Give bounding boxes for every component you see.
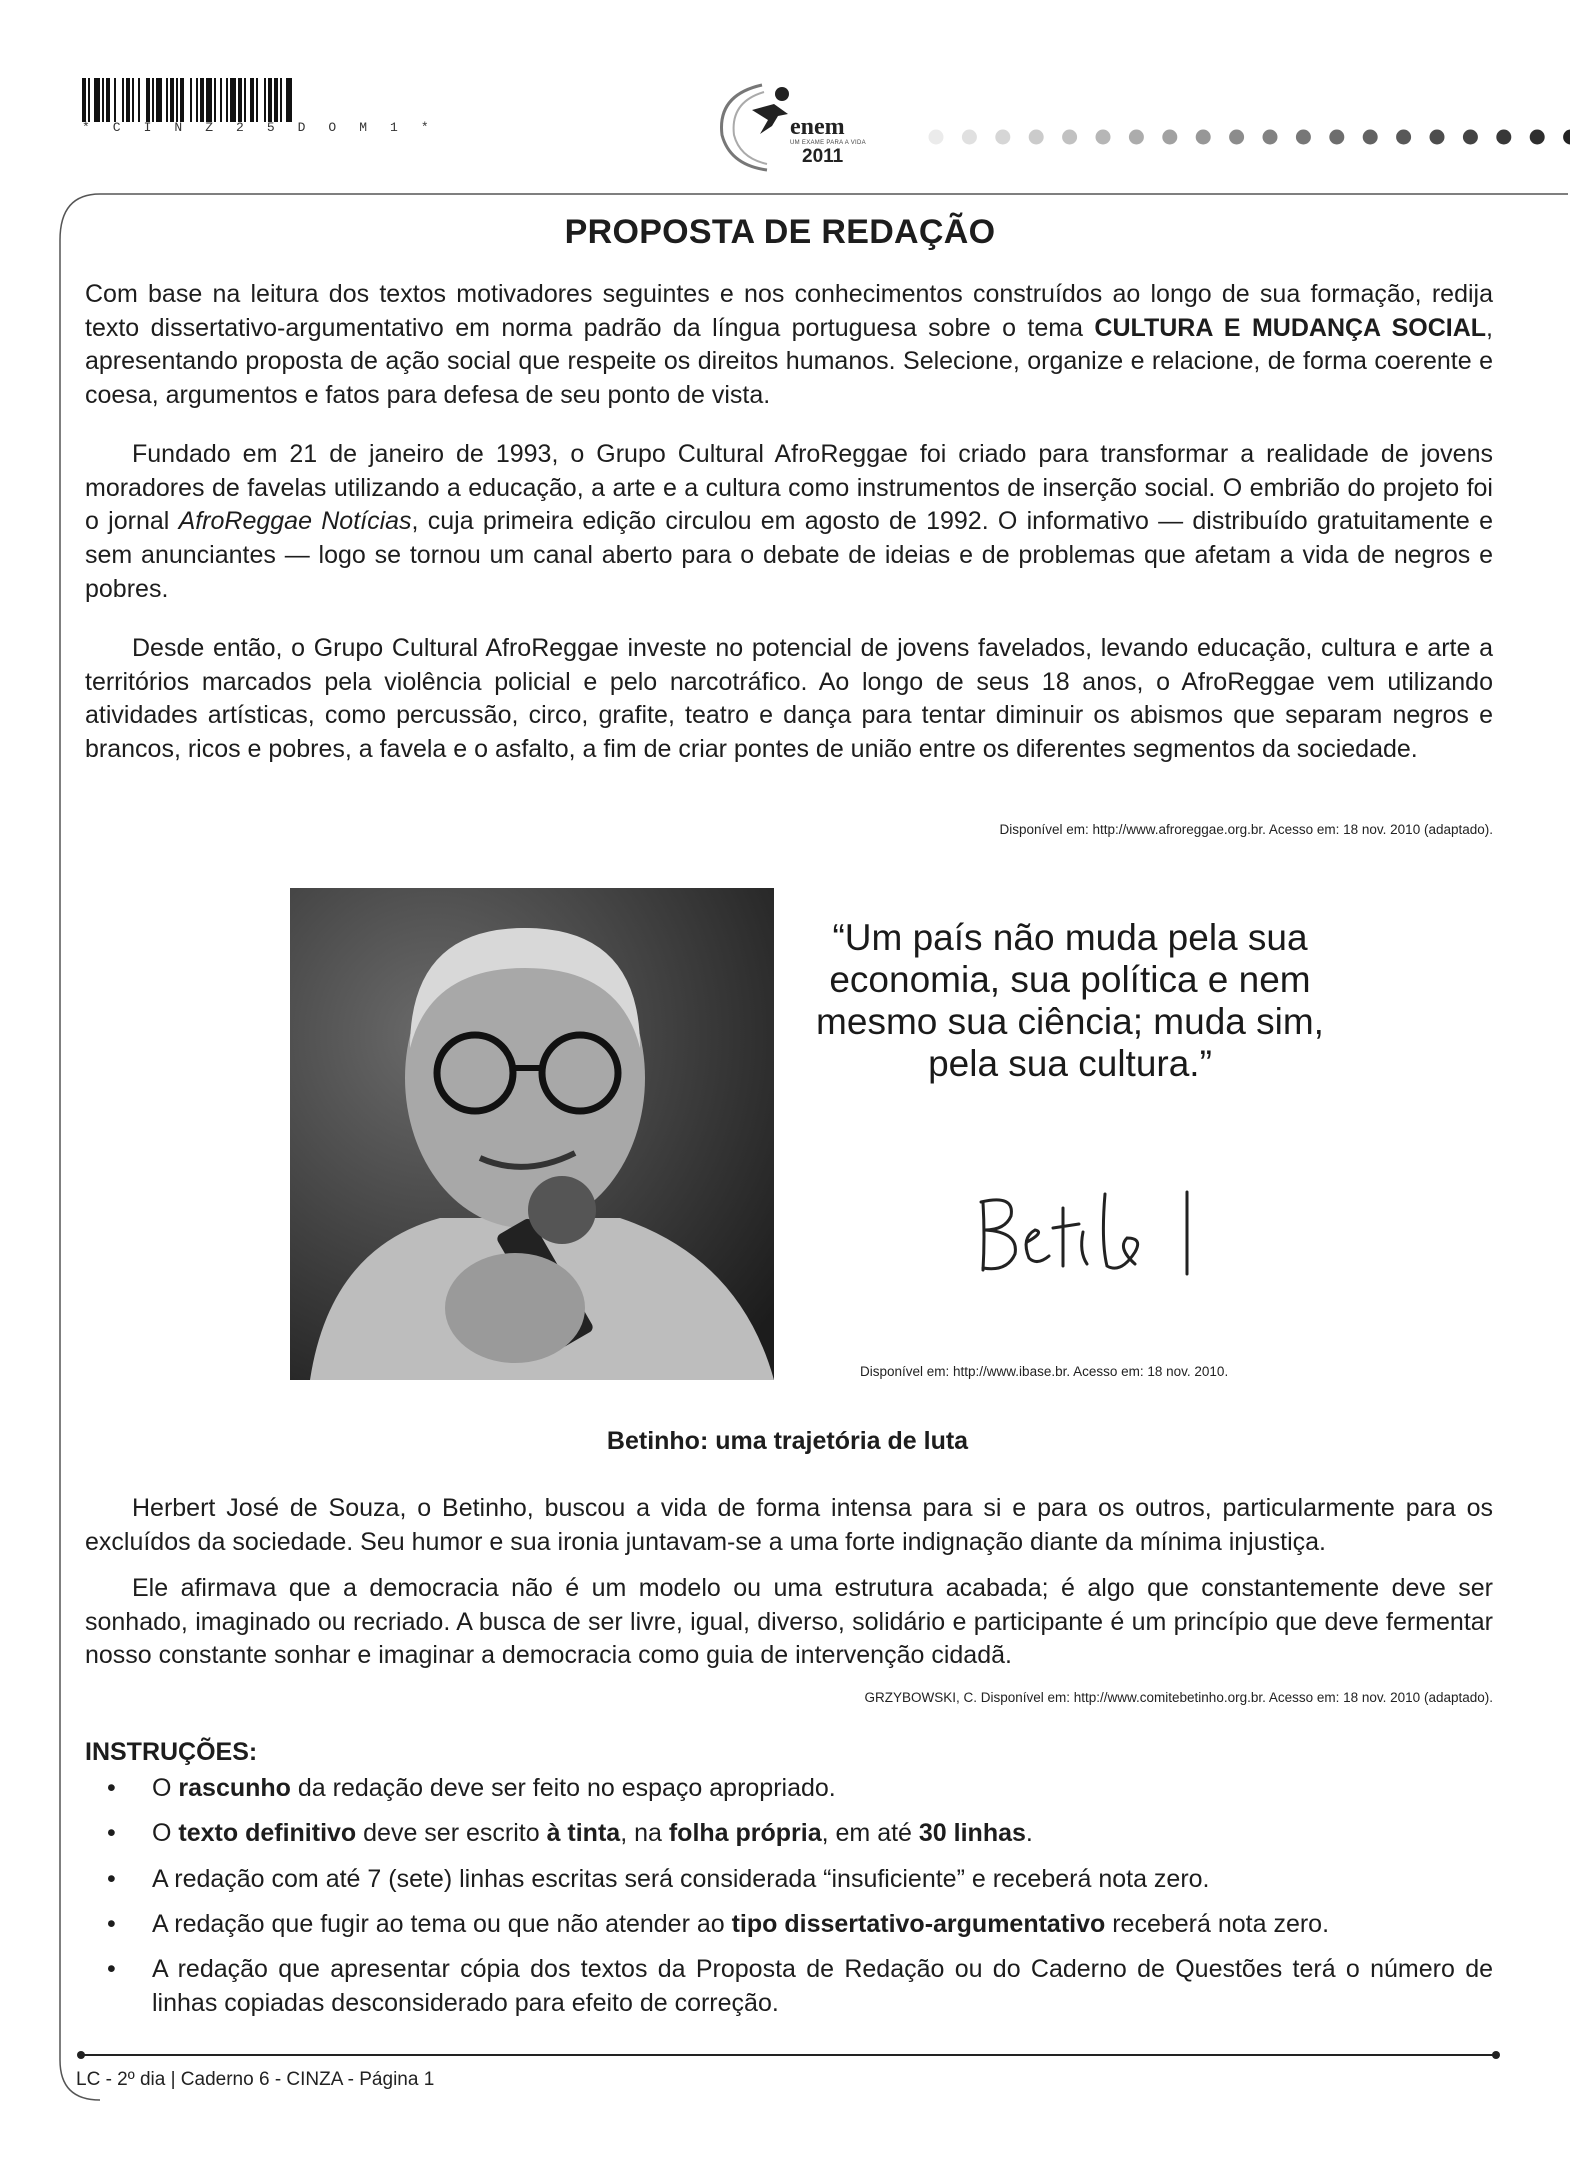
decorative-dot <box>929 130 944 145</box>
barcode <box>82 78 402 122</box>
section-subtitle: Betinho: uma trajetória de luta <box>606 1427 969 1455</box>
decorative-dot <box>995 130 1010 145</box>
decorative-dot <box>962 130 977 145</box>
decorative-dot <box>1162 130 1177 145</box>
decorative-dot <box>1296 130 1311 145</box>
betinho-quote <box>790 917 1350 1085</box>
instruction-item: • O texto definitivo deve ser escrito à tinta, na folha própria, em até 30 linhas. <box>85 1817 1493 1851</box>
decorative-dot <box>1430 130 1445 145</box>
page-footer: LC - 2º dia | Caderno 6 - CINZA - Página 1 <box>76 2069 435 2090</box>
barcode-text: * C I N Z 2 5 D O M 1 * <box>82 120 437 135</box>
decorative-dot <box>1530 130 1545 145</box>
logo-wordmark: enem <box>790 114 845 140</box>
source-afroreggae: Disponível em: http://www.afroreggae.org.br. Acesso em: 18 nov. 2010 (adaptado). <box>999 822 1493 837</box>
decorative-dot <box>1263 130 1278 145</box>
instruction-item: • A redação que fugir ao tema ou que não atender ao tipo dissertativo-argumentativo receberá nota zero. <box>85 1908 1493 1942</box>
source-comitebetinho: GRZYBOWSKI, C. Disponível em: http://www.comitebetinho.org.br. Acesso em: 18 nov. 2010 (adaptado). <box>864 1690 1493 1705</box>
quote-line: mesmo sua ciência; muda sim, <box>816 1001 1324 1042</box>
betinho-paragraph-2: Ele afirmava que a democracia não é um modelo ou uma estrutura acabada; é algo que constantemente deve ser sonhado, imaginado ou recriado. A busca de ser livre, igual, diverso, solidário e participante é um princípio que deve fermentar nosso constante sonhar e imaginar a democracia como guia de intervenção cidadã. <box>85 1574 1493 1670</box>
betinho-signature <box>975 1182 1205 1278</box>
footer-divider <box>76 2050 1501 2060</box>
instruction-item: • A redação com até 7 (sete) linhas escritas será considerada “insuficiente” e receberá nota zero. <box>85 1863 1493 1897</box>
quote-line: “Um país não muda pela sua <box>832 917 1308 958</box>
decorative-dot <box>1363 130 1378 145</box>
decorative-dot <box>1029 130 1044 145</box>
intro-paragraph: Com base na leitura dos textos motivadores seguintes e nos conhecimentos construídos ao longo de sua formação, redija texto dissertativo-argumentativo em norma padrão da língua portuguesa sobre o tema CULTURA E MUDANÇA SOCIAL, apresentando proposta de ação social que respeite os direitos humanos. Selecione, organize e relacione, de forma coerente e coesa, argumentos e fatos para defesa de seu ponto de vista. <box>85 280 1493 410</box>
afroreggae-paragraph-2: Desde então, o Grupo Cultural AfroReggae investe no potencial de jovens favelados, levando educação, cultura e arte a territórios marcados pela violência policial e pelo narcotráfico. Ao longo de seus 18 anos, o AfroReggae vem utilizando atividades artísticas, como percussão, circo, grafite, teatro e dança para tentar diminuir os abismos que separam negros e brancos, ricos e pobres, a favela e o asfalto, a fim de criar pontes de união entre os diferentes segmentos da sociedade. <box>85 634 1493 764</box>
bullet-icon: • <box>107 1909 116 1938</box>
decorative-dot <box>1463 130 1478 145</box>
logo-year: 2011 <box>802 146 844 167</box>
decorative-dot <box>1062 130 1077 145</box>
betinho-photo <box>290 888 774 1380</box>
quote-line: economia, sua política e nem <box>829 959 1311 1000</box>
instruction-item: • O rascunho da redação deve ser feito no espaço apropriado. <box>85 1772 1493 1806</box>
decorative-dots <box>920 126 1570 148</box>
bullet-icon: • <box>107 1774 116 1802</box>
decorative-dot <box>1196 130 1211 145</box>
bullet-icon: • <box>107 1955 116 1984</box>
decorative-dot <box>1496 130 1511 145</box>
decorative-dot <box>1396 130 1411 145</box>
decorative-dot <box>1563 130 1570 145</box>
bullet-icon: • <box>107 1864 116 1893</box>
logo-tagline: UM EXAME PARA A VIDA <box>790 140 866 146</box>
instructions-heading: INSTRUÇÕES: <box>85 1738 258 1766</box>
decorative-dot <box>1329 130 1344 145</box>
betinho-paragraph-1: Herbert José de Souza, o Betinho, buscou a vida de forma intensa para si e para os outros, particularmente para os excluídos da sociedade. Seu humor e sua ironia juntavam-se a uma forte indignação diante da mínima injustiça. <box>85 1494 1493 1556</box>
instruction-item: • A redação que apresentar cópia dos textos da Proposta de Redação ou do Caderno de Questões terá o número de linhas copiadas desconsiderado para efeito de correção. <box>107 1955 1493 2017</box>
afroreggae-paragraph-1: Fundado em 21 de janeiro de 1993, o Grupo Cultural AfroReggae foi criado para transformar a realidade de jovens moradores de favelas utilizando a educação, a arte e a cultura como instrumentos de inserção social. O embrião do projeto foi o jornal AfroReggae Notícias, cuja primeira edição circulou em agosto de 1992. O informativo — distribuído gratuitamente e sem anunciantes — logo se tornou um canal aberto para o debate de ideias e de problemas que afetam a vida de negros e pobres. <box>85 440 1493 603</box>
source-ibase: Disponível em: http://www.ibase.br. Acesso em: 18 nov. 2010. <box>860 1364 1229 1379</box>
decorative-dot <box>1129 130 1144 145</box>
bullet-icon: • <box>107 1819 116 1848</box>
page-title: PROPOSTA DE REDAÇÃO <box>564 213 996 251</box>
quote-line: pela sua cultura.” <box>928 1043 1212 1084</box>
decorative-dot <box>1229 130 1244 145</box>
instructions-list <box>85 1772 1493 2032</box>
decorative-dot <box>1096 130 1111 145</box>
